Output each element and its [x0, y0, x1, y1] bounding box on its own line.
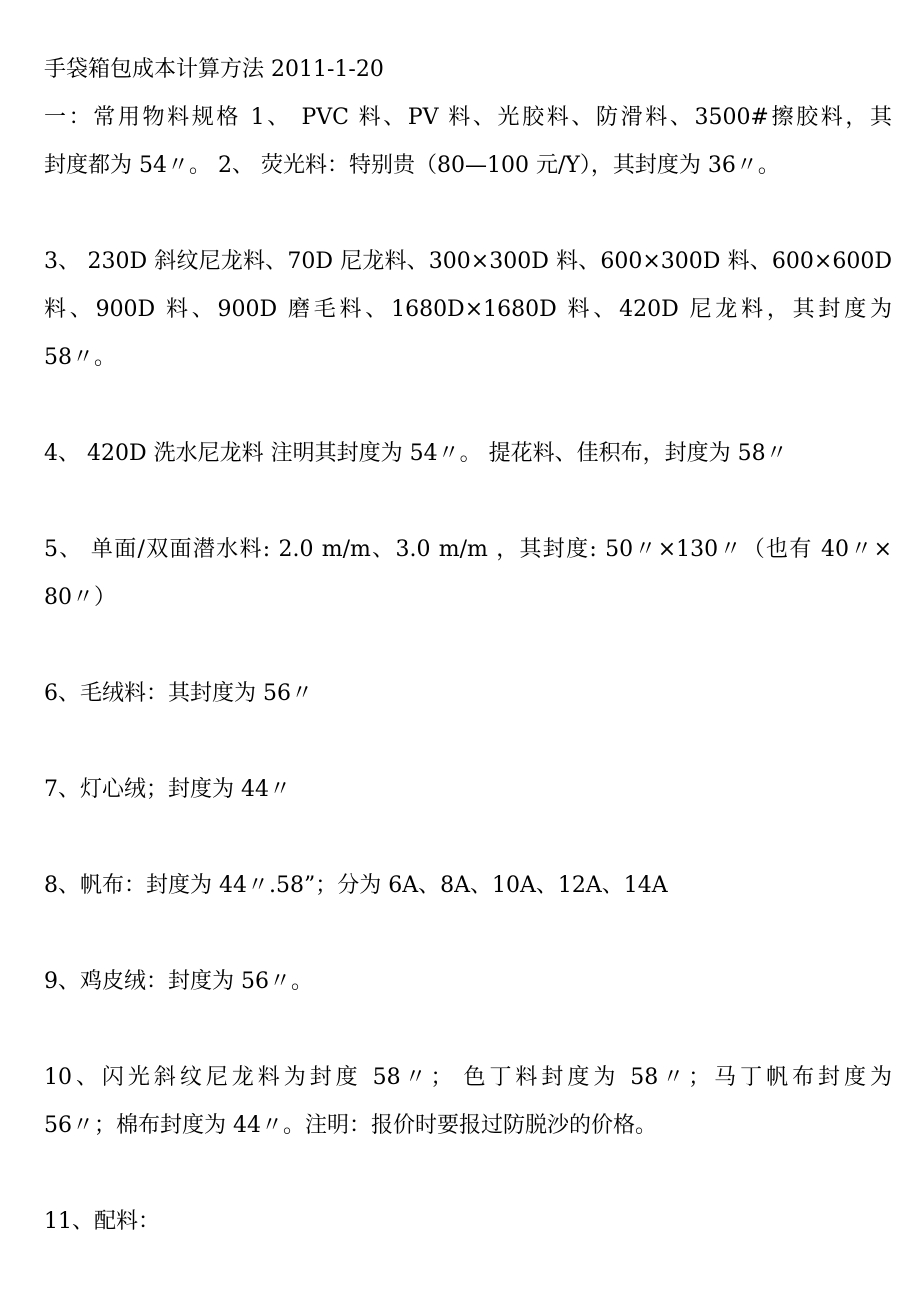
item-5-line-1: 5、 单面/双面潜水料: 2.0 m/m、3.0 m/m ，其封度: 50〃×130〃（也有 40〃×	[44, 537, 892, 562]
item-6-line: 6、毛绒料：其封度为 56〃	[44, 681, 313, 706]
item-3-line-3: 58〃。	[44, 345, 116, 370]
item-9-line: 9、鸡皮绒：封度为 56〃。	[44, 969, 313, 994]
item-5-line-2: 80〃）	[44, 585, 116, 610]
item-10-line-2: 56〃；棉布封度为 44〃。注明：报价时要报过防脱沙的价格。	[44, 1113, 657, 1138]
item-7-line: 7、灯心绒；封度为 44〃	[44, 777, 291, 802]
document-title: 手袋箱包成本计算方法 2011-1-20	[44, 57, 384, 82]
item-8-line: 8、帆布：封度为 44〃.58”；分为 6A、8A、10A、12A、14A	[44, 873, 668, 898]
item-11-line: 11、配料：	[44, 1209, 160, 1234]
item-3-line-1: 3、 230D 斜纹尼龙料、70D 尼龙料、300×300D 料、600×300D 料、600×600D	[44, 249, 892, 274]
section-1-line-1: 一：常用物料规格 1、 PVC 料、PV 料、光胶料、防滑料、3500#擦胶料，其	[44, 105, 892, 130]
item-10-line-1: 10、闪光斜纹尼龙料为封度 58〃； 色丁料封度为 58〃；马丁帆布封度为	[44, 1065, 892, 1090]
section-1-line-2: 封度都为 54〃。 2、 荧光料：特别贵（80—100 元/Y），其封度为 36〃。	[44, 153, 780, 178]
item-4-line: 4、 420D 洗水尼龙料 注明其封度为 54〃。 提花料、佳积布，封度为 58〃	[44, 441, 788, 466]
item-3-line-2: 料、900D 料、900D 磨毛料、1680D×1680D 料、420D 尼龙料，其封度为	[44, 297, 892, 322]
